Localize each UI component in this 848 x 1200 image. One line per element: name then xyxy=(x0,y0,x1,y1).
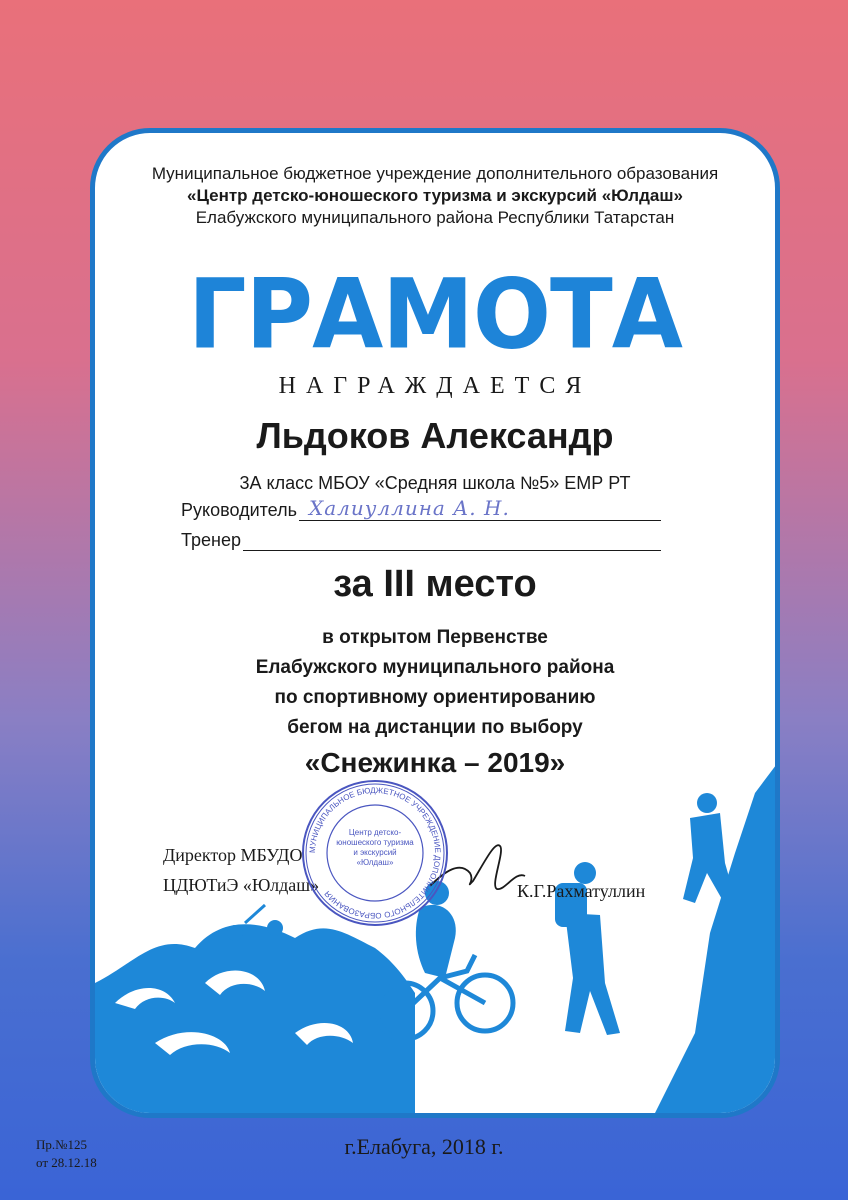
climber-head xyxy=(697,793,717,813)
achievement-description xyxy=(95,623,775,743)
trainer-line xyxy=(243,529,661,551)
wave-silhouette xyxy=(95,924,415,1113)
achievement-line-3: по спортивному ориентированию xyxy=(274,687,596,708)
registration-info xyxy=(36,1136,97,1172)
supervisor-handwritten-name: Халиуллина А. Н. xyxy=(308,496,510,520)
organization-header xyxy=(95,163,775,229)
climber-body xyxy=(683,813,735,903)
hiker-body xyxy=(565,913,620,1035)
mountain-silhouette xyxy=(655,753,780,1113)
paddle-1 xyxy=(245,905,265,923)
org-line-3: Елабужского муниципального района Республики Татарстан xyxy=(195,208,675,227)
supervisor-row xyxy=(181,496,661,521)
supervisor-label: Руководитель xyxy=(181,500,297,520)
registration-date: от 28.12.18 xyxy=(36,1155,97,1170)
event-name: «Снежинка – 2019» xyxy=(304,747,566,778)
achievement-line-4: бегом на дистанции по выбору xyxy=(287,717,583,738)
registration-number: Пр.№125 xyxy=(36,1137,88,1152)
director-name: К.Г.Рахматуллин xyxy=(517,881,646,901)
director-title-line-1: Директор МБУДО xyxy=(163,845,303,865)
place-award: за III место xyxy=(333,563,537,605)
trainer-row xyxy=(181,529,661,551)
achievement-line-2: Елабужского муниципального района xyxy=(255,657,615,678)
recipient-name: Льдоков Александр xyxy=(256,415,614,456)
rafter-head-2 xyxy=(267,920,283,936)
achievement-line-1: в открытом Первенстве xyxy=(322,627,548,648)
climbing-rope xyxy=(663,823,686,983)
awarded-label: НАГРАЖДАЕТСЯ xyxy=(278,373,592,399)
certificate-frame xyxy=(90,128,780,1118)
org-line-2: «Центр детско-юношеского туризма и экскурсий «Юлдаш» xyxy=(187,186,683,205)
recipient-class: 3А класс МБОУ «Средняя школа №5» ЕМР РТ xyxy=(239,473,631,493)
stamp-outer-text: МУНИЦИПАЛЬНОЕ БЮДЖЕТНОЕ УЧРЕЖДЕНИЕ ДОПОЛНИТЕЛЬНОГО ОБРАЗОВАНИЯ xyxy=(307,785,443,921)
stamp-center-text: Центр детско-юношеского туризма и экскурсий «Юлдаш» xyxy=(336,828,414,867)
official-stamp xyxy=(300,778,450,928)
footer-city-year: г.Елабуга, 2018 г. xyxy=(344,1134,504,1159)
certificate-title: ГРАМОТА xyxy=(188,258,682,371)
org-line-1: Муниципальное бюджетное учреждение дополнительного образования xyxy=(151,164,719,183)
director-title-line-2: ЦДЮТиЭ «Юлдаш» xyxy=(163,875,320,895)
trainer-label: Тренер xyxy=(181,530,241,550)
supervisor-line xyxy=(299,496,661,521)
rafter-head-1 xyxy=(227,925,243,941)
